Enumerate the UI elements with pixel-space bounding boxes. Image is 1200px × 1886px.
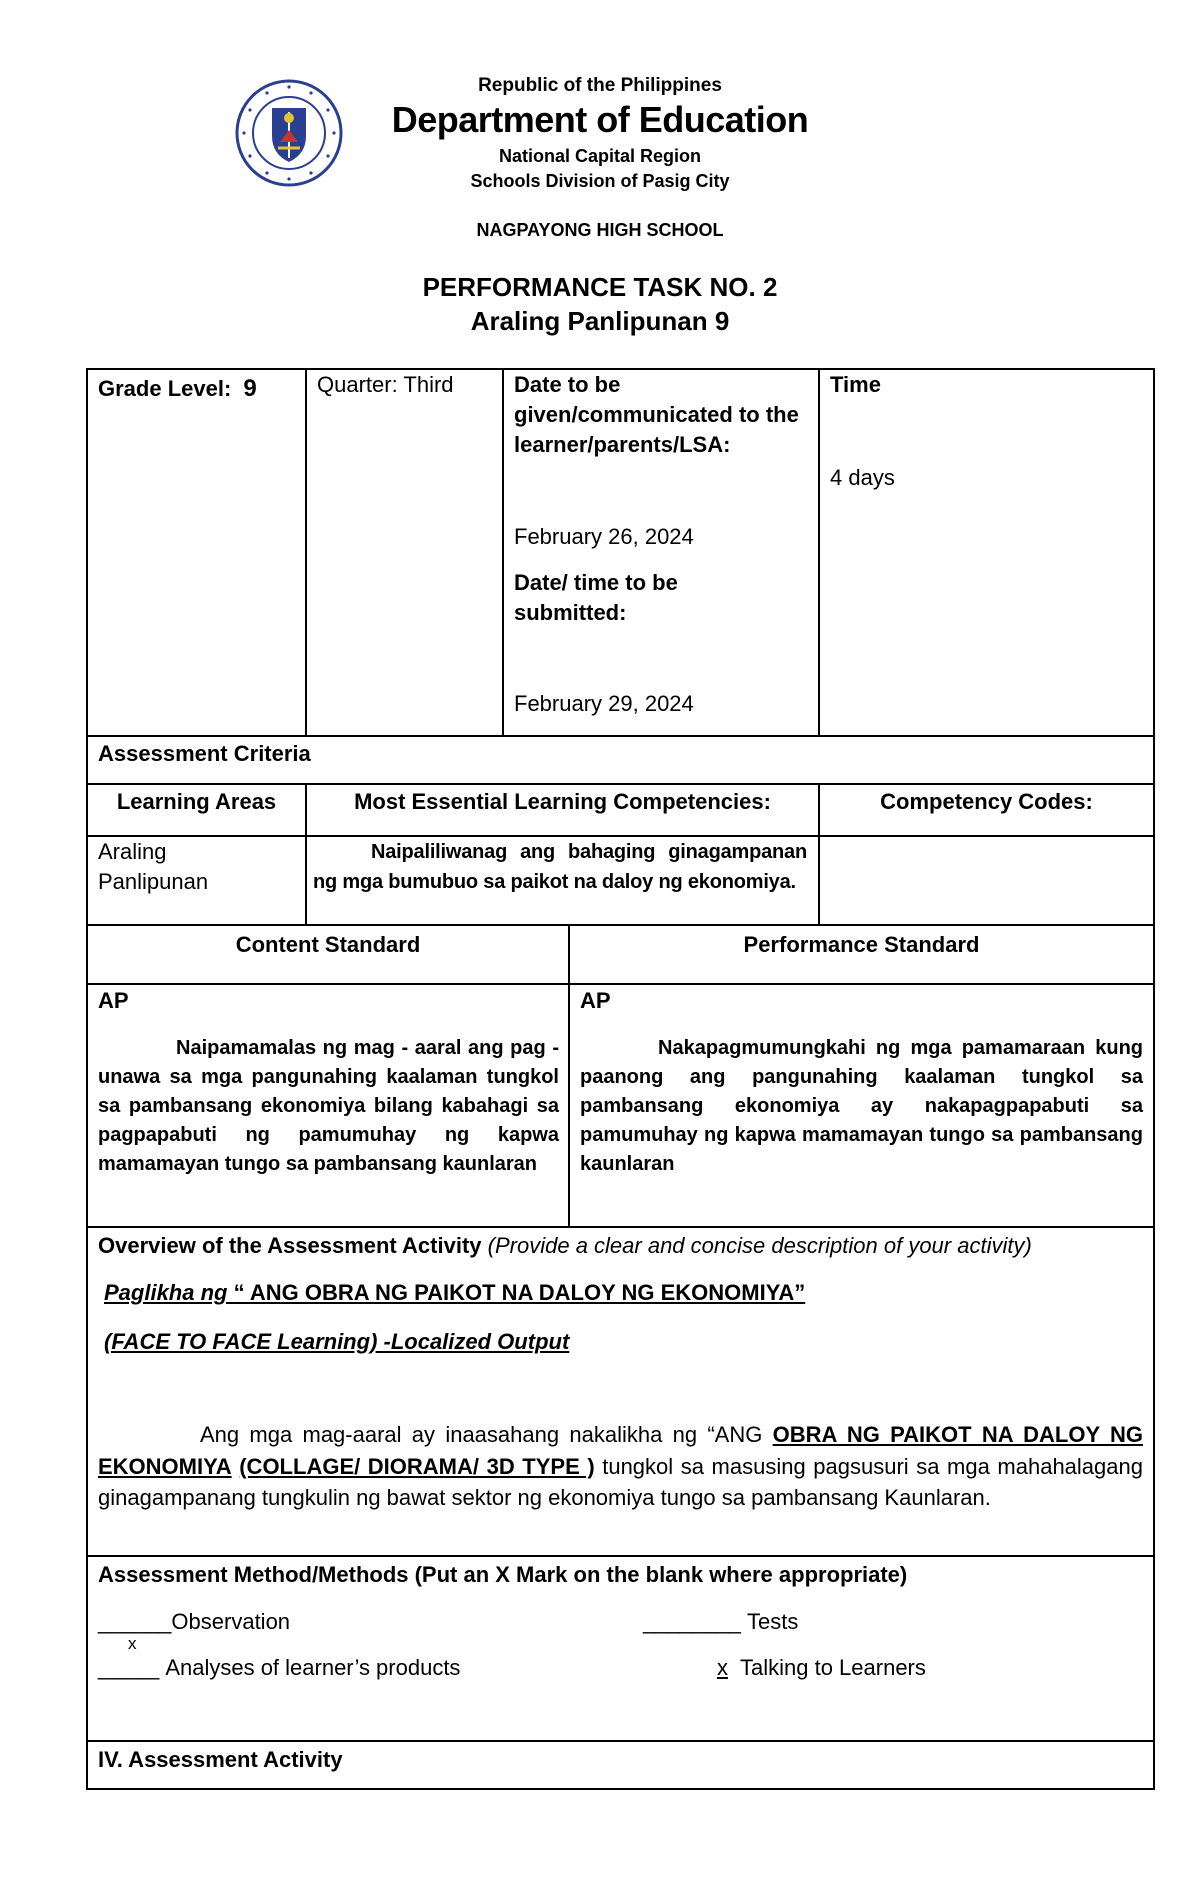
overview-desc-bold-2: (COLLAGE/ DIORAMA/ 3D TYPE ): [239, 1453, 595, 1479]
overview-description: [98, 1419, 1143, 1514]
analyses-label: Analyses of learner’s products: [165, 1655, 461, 1680]
method-observation: [98, 1607, 290, 1637]
department-title: Department of Education: [391, 99, 809, 140]
col-learning-areas: Learning Areas: [116, 789, 277, 814]
talking-mark[interactable]: x: [717, 1655, 728, 1680]
time-value: 4 days: [830, 465, 895, 490]
division-line: Schools Division of Pasig City: [470, 171, 730, 191]
region-line: National Capital Region: [498, 146, 702, 166]
method-talking: [677, 1653, 926, 1683]
col-melc: Most Essential Learning Competencies:: [354, 789, 771, 814]
overview-title-part-b: “ ANG OBRA NG PAIKOT NA DALOY NG EKONOMIYA”: [233, 1280, 806, 1305]
overview-heading-note: (Provide a clear and concise description of your activity): [487, 1233, 1032, 1258]
overview-title-part-a: Paglikha ng: [104, 1280, 228, 1305]
overview-learning-mode: (FACE TO FACE Learning) -Localized Output: [104, 1329, 570, 1354]
analyses-mark: x: [128, 1634, 137, 1653]
method-tests: [643, 1607, 798, 1637]
talking-label: Talking to Learners: [740, 1655, 926, 1680]
quarter: Quarter: Third: [317, 372, 454, 397]
date-given-value: February 26, 2024: [514, 524, 694, 549]
tests-blank[interactable]: ________: [643, 1609, 741, 1634]
date-given-label: Date to be given/communicated to the learner/parents/LSA:: [514, 372, 799, 457]
overview-desc-post: tungkol sa masusing pagsusuri sa mga mahahalagang ginagampanang tungkulin ng bawat sektor ng ekonomiya tungo sa pambansang Kaunlaran.: [98, 1453, 1143, 1510]
time-label: Time: [830, 372, 881, 397]
assessment-criteria-heading: Assessment Criteria: [98, 741, 311, 766]
date-submit-label: Date/ time to be submitted:: [514, 570, 678, 625]
performance-standard-heading: Performance Standard: [743, 932, 980, 957]
content-standard-heading: Content Standard: [235, 932, 421, 957]
content-standard-text: Naipamamalas ng mag - aaral ang pag -unawa sa mga pangunahing kaalaman tungkol sa pambansang ekonomiya bilang kabahagi sa pagpapabuti ng pamumuhay ng kapwa mamamayan tungo sa pambansang kaunlaran: [98, 1037, 559, 1175]
assessment-activity-heading: IV. Assessment Activity: [98, 1747, 343, 1772]
republic-line: Republic of the Philippines: [478, 75, 722, 96]
performance-standard-text: Nakapagmumungkahi ng mga pamamaraan kung paanong ang pangunahing kaalaman tungkol sa pambansang ekonomiya ay nakapagpapabuti sa pamumuhay ng kapwa mamamayan tungo sa pambansang kaunlaran: [580, 1037, 1143, 1175]
grade-level-label: Grade Level:: [98, 376, 232, 401]
grade-level-value: 9: [243, 375, 257, 402]
observation-blank[interactable]: ______: [98, 1609, 172, 1634]
subject-title: Araling Panlipunan 9: [470, 306, 730, 336]
grade-level: [98, 374, 257, 404]
learning-area-value: Araling Panlipunan: [98, 839, 209, 894]
analyses-blank[interactable]: _____: [98, 1655, 160, 1680]
col-competency-codes: Competency Codes:: [880, 789, 1093, 814]
method-analyses: [98, 1653, 460, 1683]
methods-heading: Assessment Method/Methods (Put an X Mark on the blank where appropriate): [98, 1562, 908, 1587]
date-submit-value: February 29, 2024: [514, 691, 694, 716]
content-standard-tag: AP: [98, 988, 129, 1013]
school-name: NAGPAYONG HIGH SCHOOL: [476, 220, 724, 240]
melc-value: Naipaliliwanag ang bahaging ginagampanan ng mga bumubuo sa paikot na daloy ng ekonomiya.: [313, 841, 807, 893]
overview-desc-pre: Ang mga mag-aaral ay inaasahang nakalikha ng “ANG: [200, 1422, 763, 1447]
task-title: PERFORMANCE TASK NO. 2: [422, 272, 778, 302]
overview-activity-title: [104, 1278, 805, 1308]
overview-heading: [98, 1231, 1148, 1261]
performance-standard-tag: AP: [580, 988, 611, 1013]
overview-heading-label: Overview of the Assessment Activity: [98, 1233, 482, 1258]
overview-desc-bold-1: OBRA NG PAIKOT NA DALOY NG EKONOMIYA: [98, 1422, 1143, 1479]
tests-label: Tests: [747, 1609, 799, 1634]
observation-label: Observation: [171, 1609, 291, 1634]
